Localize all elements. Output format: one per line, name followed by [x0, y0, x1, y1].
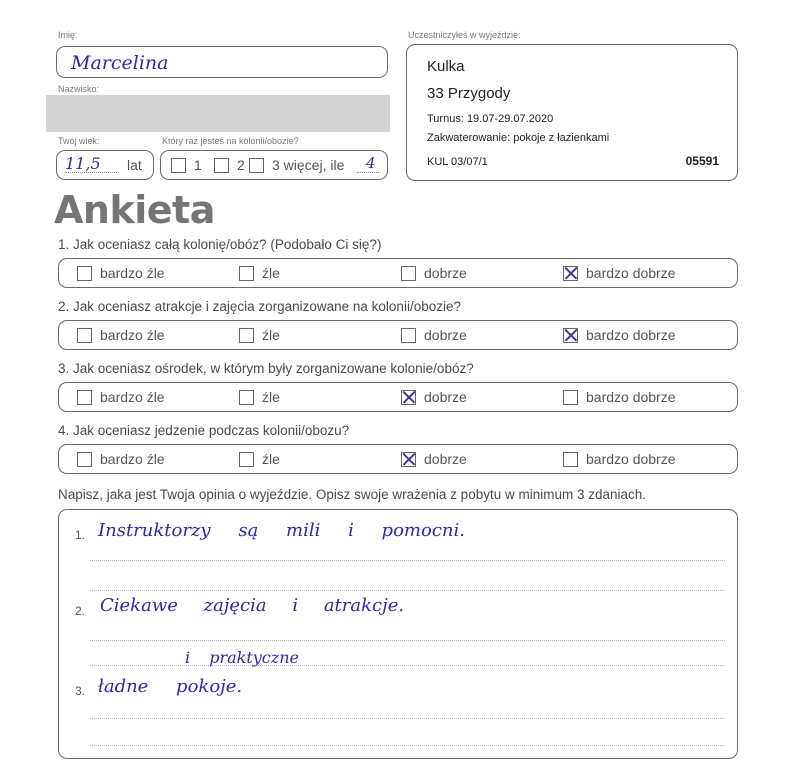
checkbox-icon[interactable] [171, 158, 186, 173]
ktory-raz-dotline [357, 172, 379, 173]
wiek-unit: lat [127, 157, 142, 173]
checkbox-icon[interactable] [239, 328, 254, 343]
opinion-dotline [90, 718, 725, 719]
wiek-dotline [65, 172, 117, 173]
checked-checkbox-icon[interactable] [401, 390, 416, 405]
trip-number: 05591 [685, 154, 719, 168]
question-1-option-4[interactable] [563, 263, 676, 283]
opinion-line-2-num: 2. [75, 604, 86, 618]
ktory-raz-option-2[interactable] [214, 155, 245, 175]
opinion-box[interactable] [58, 509, 738, 759]
trip-code: KUL 03/07/1 [427, 156, 488, 168]
question-4-option-1[interactable] [77, 449, 165, 469]
imie-label: Imię: [58, 30, 78, 40]
question-2-option-1[interactable] [77, 325, 165, 345]
checkbox-icon[interactable] [77, 328, 92, 343]
question-4-option-3[interactable] [401, 449, 467, 469]
trip-turnus: Turnus: 19.07-29.07.2020 [427, 113, 554, 125]
question-3-options [58, 382, 738, 412]
option-label: 3 więcej, ile [272, 157, 345, 173]
checked-checkbox-icon[interactable] [401, 452, 416, 467]
question-4-option-4[interactable] [563, 449, 676, 469]
opinion-dotline [90, 560, 725, 561]
option-label: źle [262, 389, 280, 405]
opinion-line-3-insert: i praktyczne [185, 648, 299, 667]
trip-subtitle: 33 Przygody [427, 85, 511, 102]
opinion-line-1-text: Instruktorzy są mili i pomocni. [98, 520, 465, 541]
option-label: dobrze [424, 265, 467, 281]
trip-zakwaterowanie: Zakwaterowanie: pokoje z łazienkami [427, 132, 610, 144]
question-3-option-3[interactable] [401, 387, 467, 407]
page-title: Ankieta [54, 188, 215, 232]
option-label: dobrze [424, 389, 467, 405]
checkbox-icon[interactable] [77, 266, 92, 281]
option-label: bardzo dobrze [586, 451, 676, 467]
wiek-field[interactable] [56, 150, 154, 180]
checkbox-icon[interactable] [239, 266, 254, 281]
option-label: 1 [194, 157, 202, 173]
option-label: źle [262, 451, 280, 467]
checkbox-icon[interactable] [214, 158, 229, 173]
question-1-option-3[interactable] [401, 263, 467, 283]
opinion-dotline [90, 745, 725, 746]
option-label: źle [262, 327, 280, 343]
opinion-line-2-text: Ciekawe zajęcia i atrakcje. [100, 595, 405, 616]
option-label: bardzo źle [100, 451, 165, 467]
question-4-option-2[interactable] [239, 449, 280, 469]
uczestniczyles-label: Uczestniczyłeś w wyjeździe: [408, 30, 521, 40]
option-label: bardzo źle [100, 265, 165, 281]
opinion-dotline [90, 590, 725, 591]
ktory-raz-value: 4 [366, 154, 376, 172]
question-4-text: 4. Jak oceniasz jedzenie podczas kolonii/obozu? [58, 423, 350, 438]
checked-checkbox-icon[interactable] [563, 266, 578, 281]
nazwisko-label: Nazwisko: [58, 84, 100, 94]
question-2-options [58, 320, 738, 350]
checkbox-icon[interactable] [77, 452, 92, 467]
ktory-raz-field[interactable] [160, 150, 388, 180]
checkbox-icon[interactable] [77, 390, 92, 405]
checkbox-icon[interactable] [239, 390, 254, 405]
question-3-option-1[interactable] [77, 387, 165, 407]
question-4-options [58, 444, 738, 474]
option-label: bardzo dobrze [586, 265, 676, 281]
nazwisko-redacted [46, 95, 390, 132]
question-1-option-2[interactable] [239, 263, 280, 283]
imie-field[interactable] [56, 46, 388, 78]
opinion-line-1-num: 1. [75, 528, 86, 542]
ktory-raz-label: Który raz jesteś na kolonii/obozie? [162, 136, 299, 146]
checked-checkbox-icon[interactable] [563, 328, 578, 343]
question-1-options [58, 258, 738, 288]
imie-value: Marcelina [71, 52, 169, 74]
opinion-prompt: Napisz, jaka jest Twoja opinia o wyjeździe. Opisz swoje wrażenia z pobytu w minimum 3 zdaniach. [58, 487, 647, 502]
question-2-option-2[interactable] [239, 325, 280, 345]
checkbox-icon[interactable] [563, 390, 578, 405]
question-1-option-1[interactable] [77, 263, 165, 283]
wiek-label: Twój wiek: [58, 136, 100, 146]
option-label: bardzo źle [100, 327, 165, 343]
option-label: dobrze [424, 451, 467, 467]
question-2-text: 2. Jak oceniasz atrakcje i zajęcia zorganizowane na kolonii/obozie? [58, 299, 461, 314]
checkbox-icon[interactable] [239, 452, 254, 467]
option-label: bardzo dobrze [586, 327, 676, 343]
opinion-line-3-num: 3. [75, 684, 86, 698]
ktory-raz-option-3[interactable] [249, 155, 344, 175]
option-label: źle [262, 265, 280, 281]
question-1-text: 1. Jak oceniasz całą kolonię/obóz? (Podobało Ci się?) [58, 237, 382, 252]
checkbox-icon[interactable] [249, 158, 264, 173]
question-2-option-3[interactable] [401, 325, 467, 345]
trip-info-box [406, 44, 738, 181]
checkbox-icon[interactable] [563, 452, 578, 467]
question-3-text: 3. Jak oceniasz ośrodek, w którym były zorganizowane kolonie/obóz? [58, 361, 474, 376]
checkbox-icon[interactable] [401, 266, 416, 281]
opinion-line-3-text: ładne pokoje. [98, 676, 243, 697]
option-label: bardzo źle [100, 389, 165, 405]
wiek-value: 11,5 [65, 154, 101, 173]
question-2-option-4[interactable] [563, 325, 676, 345]
question-3-option-4[interactable] [563, 387, 676, 407]
question-3-option-2[interactable] [239, 387, 280, 407]
opinion-dotline [90, 640, 725, 641]
trip-name: Kulka [427, 58, 465, 75]
option-label: bardzo dobrze [586, 389, 676, 405]
option-label: dobrze [424, 327, 467, 343]
checkbox-icon[interactable] [401, 328, 416, 343]
option-label: 2 [237, 157, 245, 173]
ktory-raz-option-1[interactable] [171, 155, 202, 175]
